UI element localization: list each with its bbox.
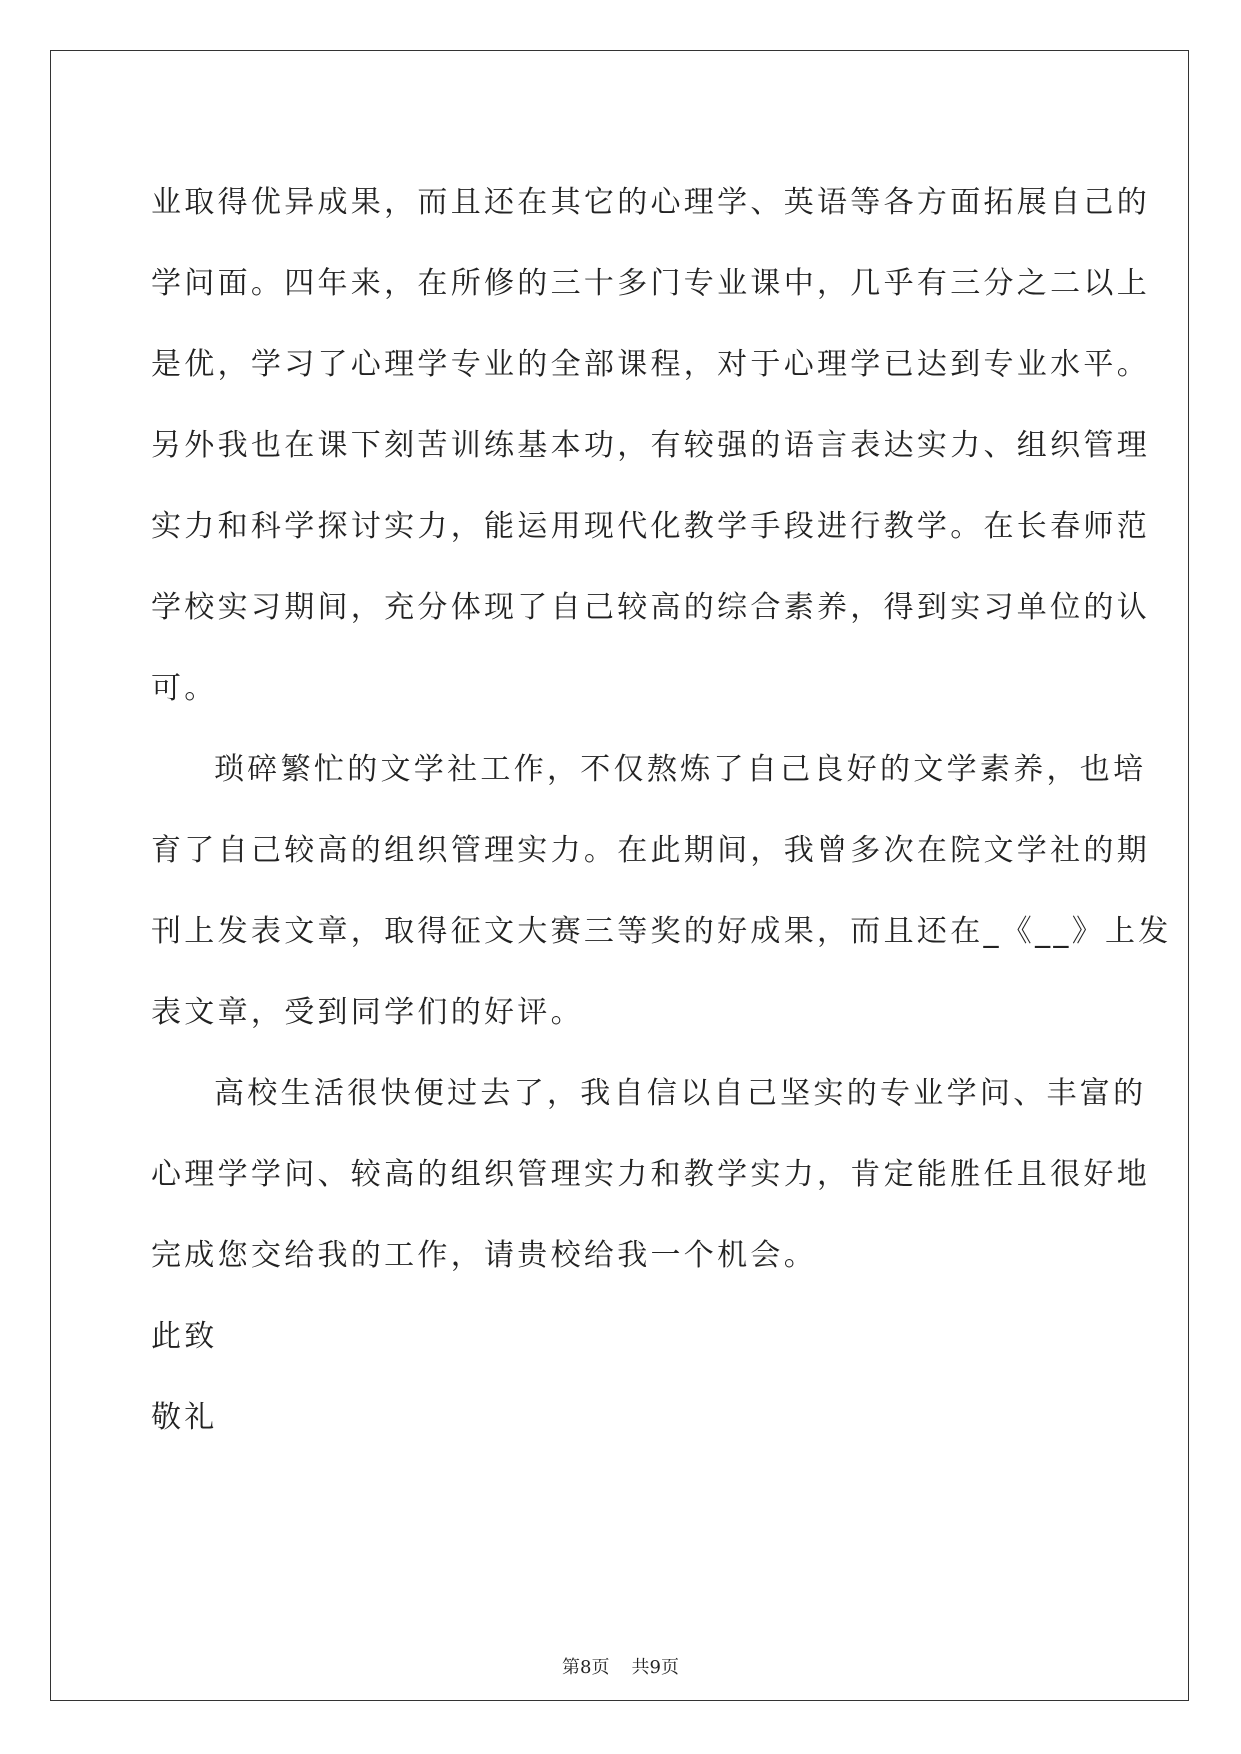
text-line: 心理学学问、较高的组织管理实力和教学实力，肯定能胜任且很好地	[151, 1157, 1150, 1192]
text-line: 琐碎繁忙的文学社工作，不仅熬炼了自己良好的文学素养，也培	[214, 752, 1147, 787]
paragraph-3	[151, 1053, 1150, 1296]
page-number: 第8页	[562, 1657, 610, 1678]
text-line: 实力和科学探讨实力，能运用现代化教学手段进行教学。在长春师范	[151, 509, 1150, 544]
text-line: 完成您交给我的工作，请贵校给我一个机会。	[151, 1238, 817, 1273]
text-line: 业取得优异成果，而且还在其它的心理学、英语等各方面拓展自己的	[151, 185, 1150, 220]
text-line: 学问面。四年来，在所修的三十多门专业课中，几乎有三分之二以上	[151, 266, 1150, 301]
text-line: 可。	[151, 671, 218, 706]
paragraph-2	[151, 729, 1172, 1053]
text-line: 育了自己较高的组织管理实力。在此期间，我曾多次在院文学社的期	[151, 833, 1150, 868]
closing-regards: 敬礼	[151, 1400, 218, 1435]
document-body	[151, 162, 1172, 1458]
text-line: 表文章，受到同学们的好评。	[151, 995, 584, 1030]
text-line: 是优，学习了心理学专业的全部课程，对于心理学已达到专业水平。	[151, 347, 1150, 382]
text-line: 刊上发表文章，取得征文大赛三等奖的好成果，而且还在_《__》上发	[151, 914, 1172, 949]
page-total: 共9页	[631, 1657, 679, 1678]
page-footer	[0, 1653, 1241, 1679]
text-line: 另外我也在课下刻苦训练基本功，有较强的语言表达实力、组织管理	[151, 428, 1150, 463]
text-line: 高校生活很快便过去了，我自信以自己坚实的专业学问、丰富的	[214, 1076, 1147, 1111]
paragraph-1	[151, 162, 1150, 729]
text-line: 学校实习期间，充分体现了自己较高的综合素养，得到实习单位的认	[151, 590, 1150, 625]
closing-salutation: 此致	[151, 1319, 218, 1354]
